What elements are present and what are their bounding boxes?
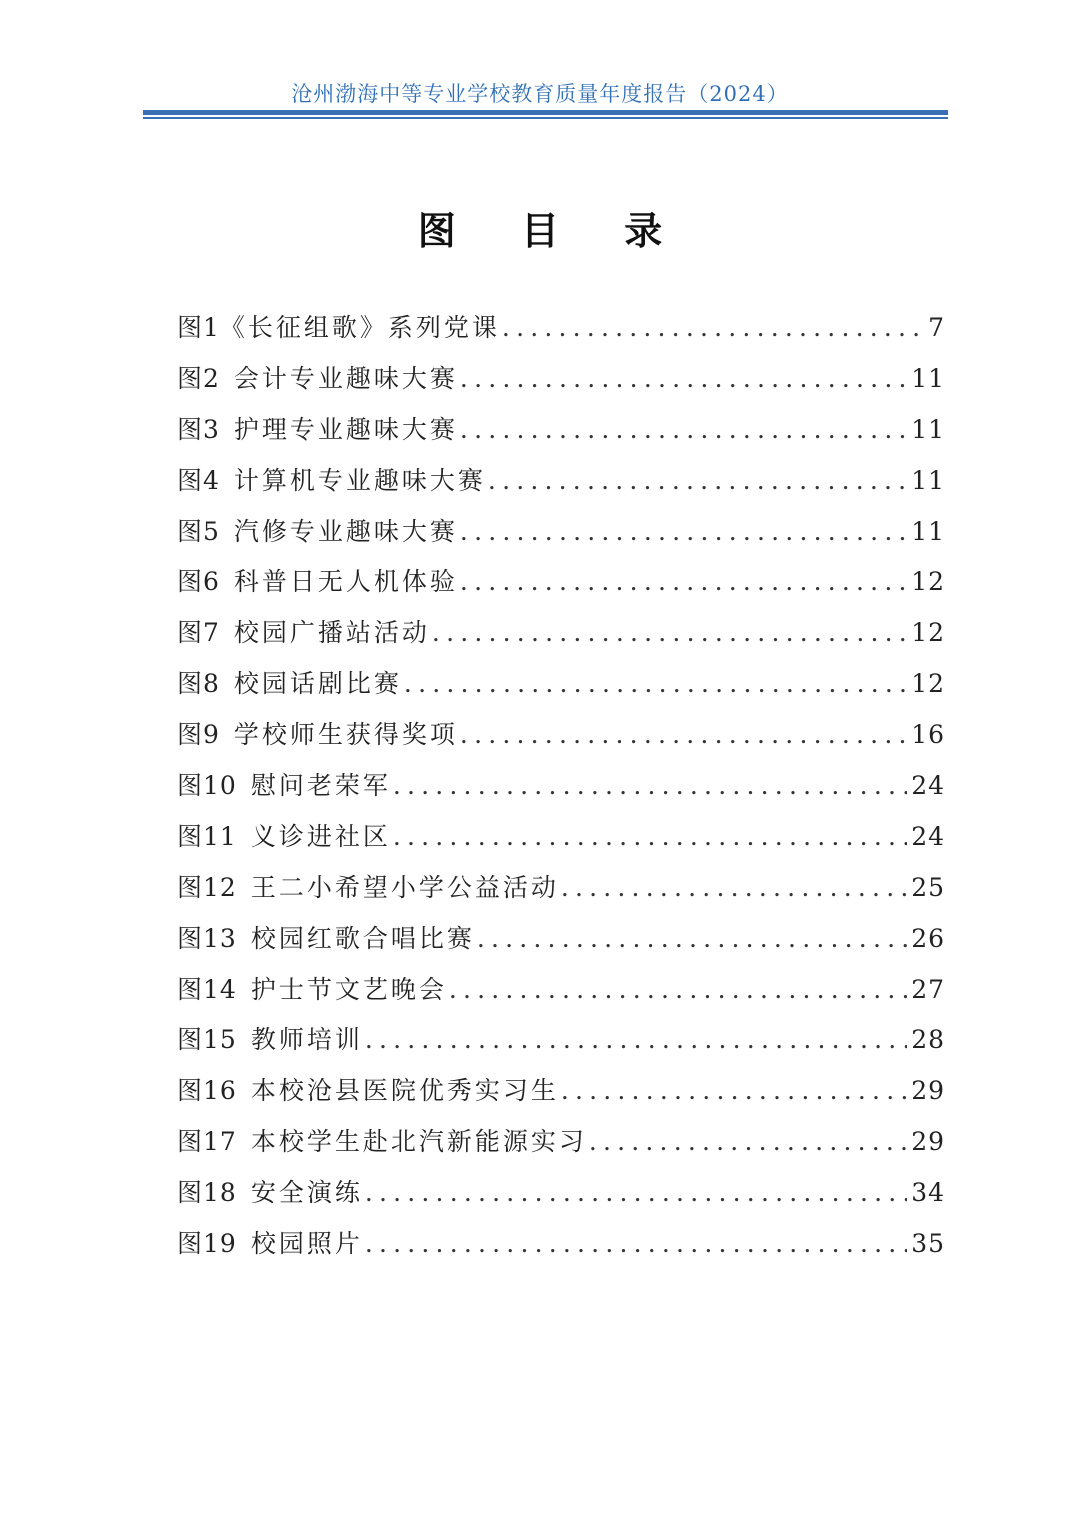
toc-entry-label: 汽修专业趣味大赛 [233, 516, 458, 546]
toc-dot-leader [460, 517, 907, 546]
toc-entry-label: 学校师生获得奖项 [233, 720, 458, 750]
toc-entry-page: 26 [911, 923, 945, 953]
toc-entry-number: 图4 [177, 465, 220, 495]
header-rule-thick [143, 110, 948, 115]
toc-entry[interactable] [177, 664, 945, 715]
toc-entry-label: 本校学生赴北汽新能源实习 [250, 1127, 587, 1157]
toc-entry-number: 图9 [177, 720, 220, 750]
toc-entry[interactable] [177, 1224, 945, 1275]
toc-entry-page: 7 [928, 313, 945, 342]
toc-entry-number: 图15 [177, 1025, 237, 1055]
toc-entry-number: 图7 [177, 618, 220, 648]
toc-dot-leader [460, 720, 907, 749]
toc-entry-number: 图1 [177, 313, 220, 342]
toc-dot-leader [404, 669, 907, 698]
toc-entry-number: 图19 [177, 1229, 237, 1259]
toc-entry[interactable] [177, 715, 945, 766]
toc-entry-label: 校园照片 [250, 1229, 363, 1259]
toc-dot-leader [502, 313, 924, 342]
toc-entry-label: 会计专业趣味大赛 [233, 363, 458, 393]
toc-dot-leader [393, 822, 907, 851]
toc-entry[interactable] [177, 461, 945, 512]
toc-entry-number: 图17 [177, 1127, 237, 1157]
toc-entry-page: 12 [911, 618, 945, 648]
toc-entry[interactable] [177, 1122, 945, 1173]
toc-dot-leader [393, 771, 907, 800]
toc-dot-leader [477, 924, 907, 953]
toc-entry-label: 教师培训 [250, 1025, 363, 1055]
toc-dot-leader [561, 1076, 907, 1105]
toc-entry-number: 图8 [177, 669, 220, 699]
toc-entry-page: 16 [911, 720, 945, 750]
toc-entry-page: 29 [911, 1076, 945, 1106]
toc-entry-label: 校园广播站活动 [233, 618, 430, 648]
toc-entry[interactable] [177, 613, 945, 664]
toc-entry[interactable] [177, 562, 945, 613]
report-header-title: 沧州渤海中等专业学校教育质量年度报告（2024） [291, 82, 789, 106]
toc-entry[interactable] [177, 512, 945, 563]
toc-entry-page: 11 [911, 414, 945, 444]
toc-entry-page: 12 [911, 669, 945, 699]
toc-dot-leader [365, 1229, 907, 1258]
toc-dot-leader [589, 1127, 907, 1156]
toc-entry-label: 校园话剧比赛 [233, 669, 402, 699]
toc-entry[interactable] [177, 1020, 945, 1071]
toc-entry-page: 12 [911, 567, 945, 597]
toc-entry-page: 24 [911, 771, 945, 801]
toc-dot-leader [460, 364, 907, 393]
toc-dot-leader [365, 1178, 907, 1207]
toc-entry-label: 计算机专业趣味大赛 [233, 465, 486, 495]
toc-dot-leader [432, 618, 907, 647]
toc-dot-leader [488, 466, 907, 495]
toc-dot-leader [561, 873, 907, 902]
toc-entry[interactable] [177, 817, 945, 868]
toc-entry-page: 35 [911, 1229, 945, 1259]
toc-entry[interactable] [177, 359, 945, 410]
toc-entry-label: 科普日无人机体验 [233, 567, 458, 597]
toc-entry[interactable] [177, 410, 945, 461]
toc-entry-number: 图18 [177, 1178, 237, 1208]
toc-entry-label: 护士节文艺晚会 [250, 974, 447, 1004]
toc-entry-label: 慰问老荣军 [250, 771, 391, 801]
toc-entry[interactable] [177, 1071, 945, 1122]
toc-entry-number: 图14 [177, 974, 237, 1004]
toc-entry-number: 图12 [177, 872, 237, 902]
header-rule-thin [143, 117, 948, 119]
toc-entry-label: 校园红歌合唱比赛 [250, 923, 475, 953]
toc-dot-leader [449, 975, 907, 1004]
toc-entry-number: 图2 [177, 363, 220, 393]
toc-dot-leader [365, 1025, 907, 1054]
figure-list [177, 308, 945, 1275]
toc-entry-number: 图5 [177, 516, 220, 546]
toc-entry-page: 11 [911, 363, 945, 393]
toc-entry[interactable] [177, 919, 945, 970]
toc-entry-page: 11 [911, 465, 945, 495]
toc-dot-leader [460, 567, 907, 596]
toc-entry-number: 图13 [177, 923, 237, 953]
toc-entry-number: 图3 [177, 414, 220, 444]
toc-entry-label: 王二小希望小学公益活动 [250, 872, 559, 902]
toc-dot-leader [460, 415, 907, 444]
toc-entry-page: 24 [911, 821, 945, 851]
page-title: 图 目 录 [417, 208, 689, 253]
toc-entry-number: 图11 [177, 821, 237, 851]
toc-entry-label: 义诊进社区 [250, 821, 391, 851]
toc-entry[interactable] [177, 868, 945, 919]
toc-entry-number: 图10 [177, 771, 237, 801]
toc-entry-label: 本校沧县医院优秀实习生 [250, 1076, 559, 1106]
toc-entry-label: 《长征组歌》系列党课 [219, 313, 500, 342]
toc-entry[interactable] [177, 766, 945, 817]
toc-entry-label: 护理专业趣味大赛 [233, 414, 458, 444]
toc-entry-page: 28 [911, 1025, 945, 1055]
toc-entry[interactable] [177, 970, 945, 1021]
toc-entry-page: 34 [911, 1178, 945, 1208]
toc-entry-number: 图6 [177, 567, 220, 597]
toc-entry-page: 11 [911, 516, 945, 546]
toc-entry[interactable] [177, 308, 945, 359]
toc-entry-number: 图16 [177, 1076, 237, 1106]
toc-entry-label: 安全演练 [250, 1178, 363, 1208]
toc-entry-page: 27 [911, 974, 945, 1004]
toc-entry-page: 29 [911, 1127, 945, 1157]
toc-entry-page: 25 [911, 872, 945, 902]
toc-entry[interactable] [177, 1173, 945, 1224]
